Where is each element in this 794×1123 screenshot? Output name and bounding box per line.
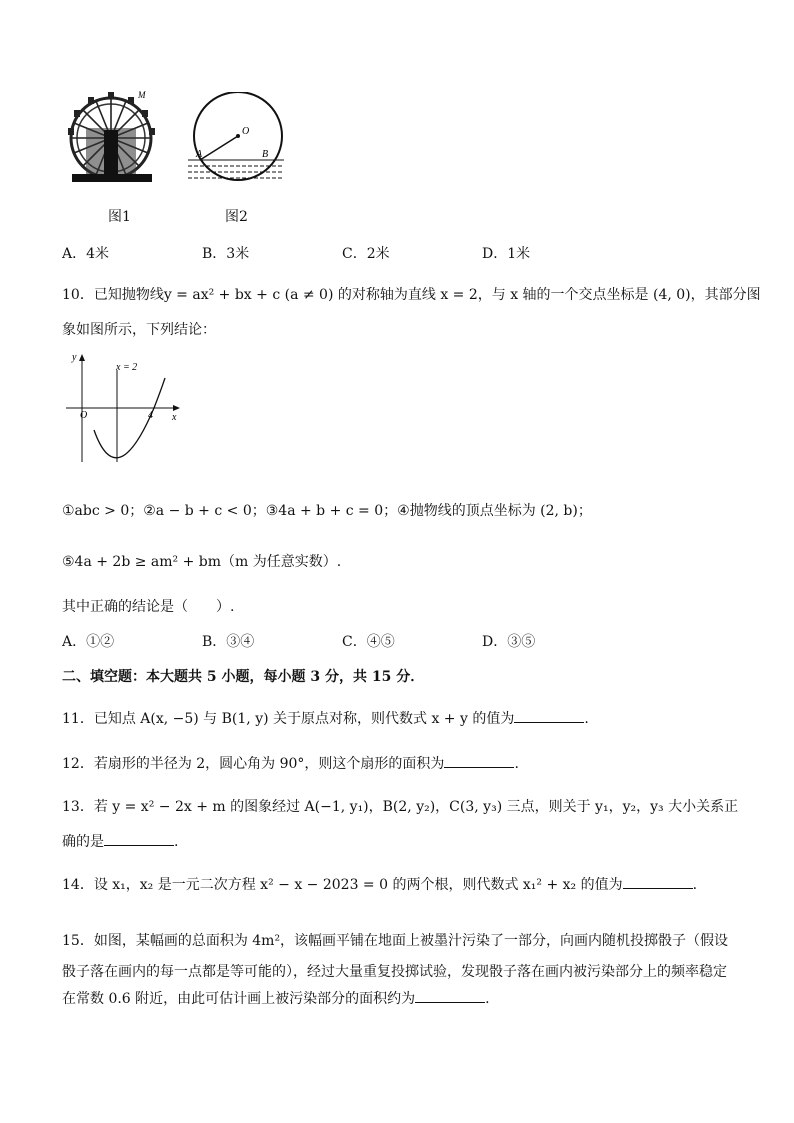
q10-line2: 象如图所示，下列结论： — [62, 322, 216, 338]
q14-answer-blank[interactable] — [623, 874, 693, 889]
figure-1-caption: 图1 — [108, 209, 131, 225]
q15-line1: 15．如图，某幅画的总面积为 4m²，该幅画平铺在地面上被墨汁污染了一部分，向画内随机投掷骰子（假设 — [62, 933, 729, 949]
q15-row3 — [62, 988, 490, 1008]
q10-statements-1: ①abc > 0；②a − b + c < 0；③4a + b + c = 0；④抛物线的顶点坐标为 (2, b)； — [62, 503, 592, 519]
q12-text: 12．若扇形的半径为 2，圆心角为 90°，则这个扇形的面积为 — [62, 756, 445, 772]
graph-y-label: y — [72, 352, 77, 363]
graph-four-label: 4 — [148, 410, 153, 421]
q11-end: . — [584, 711, 589, 727]
parabola-svg — [64, 350, 182, 465]
q10-option-c: C．④⑤ — [342, 634, 395, 650]
q14-row — [62, 874, 697, 894]
graph-origin-label: O — [80, 410, 88, 421]
q9-option-a: A．4米 — [62, 246, 110, 262]
circle-water-drawing — [186, 92, 286, 188]
q13-row2 — [62, 831, 178, 851]
q12-row — [62, 753, 519, 773]
q9-option-b: B．3米 — [202, 246, 250, 262]
figure-2-circle — [186, 92, 286, 188]
fig1-label-m: M — [138, 90, 146, 100]
q15-line2: 骰子落在画内的每一点都是等可能的），经过大量重复投掷试验，发现骰子落在画内被污染部分上的频率稳定 — [62, 964, 727, 980]
q10-statements-2: ⑤4a + 2b ≥ am² + bm（m 为任意实数）. — [62, 554, 342, 570]
q9-option-d: D．1米 — [482, 246, 531, 262]
graph-x-label: x — [172, 412, 177, 423]
q14-text: 14．设 x₁，x₂ 是一元二次方程 x² − x − 2023 = 0 的两个根，则代数式 x₁² + x₂ 的值为 — [62, 877, 623, 893]
q11-text: 11．已知点 A(x, −5) 与 B(1, y) 关于原点对称，则代数式 x + y 的值为 — [62, 711, 515, 727]
fig2-label-o: O — [242, 126, 250, 137]
fig2-label-a: A — [196, 149, 203, 160]
q11-row — [62, 708, 589, 728]
q10-parabola-graph — [64, 350, 182, 465]
q13-line1: 13．若 y = x² − 2x + m 的图象经过 A(−1, y₁)，B(2, y₂)，C(3, y₃) 三点，则关于 y₁，y₂，y₃ 大小关系正 — [62, 799, 739, 815]
q10-option-b: B．③④ — [202, 634, 255, 650]
q14-end: . — [692, 877, 698, 893]
q13-end: . — [174, 834, 179, 850]
q13-answer-blank[interactable] — [104, 831, 174, 846]
q11-answer-blank[interactable] — [514, 708, 584, 723]
fig2-label-b: B — [262, 149, 269, 160]
graph-axis-label: x = 2 — [116, 362, 138, 373]
q15-end: . — [485, 991, 490, 1007]
waterwheel-drawing — [66, 88, 158, 188]
q10-ask: 其中正确的结论是（ ）. — [62, 599, 235, 615]
q10-option-a: A．①② — [62, 634, 115, 650]
section-2-title: 二、填空题：本大题共 5 小题，每小题 3 分，共 15 分． — [62, 669, 425, 685]
q15-answer-blank[interactable] — [415, 988, 485, 1003]
q10-option-d: D．③⑤ — [482, 634, 536, 650]
q10-line1: 10．已知抛物线y = ax² + bx + c (a ≠ 0) 的对称轴为直线 x = 2，与 x 轴的一个交点坐标是 (4, 0)，其部分图 — [62, 287, 761, 303]
q12-end: . — [514, 756, 519, 772]
figure-2-caption: 图2 — [225, 209, 248, 225]
q12-answer-blank[interactable] — [444, 753, 514, 768]
figure-1-waterwheel — [66, 88, 158, 188]
q13-line2: 确的是 — [62, 834, 104, 850]
q15-line3: 在常数 0.6 附近，由此可估计画上被污染部分的面积约为 — [62, 991, 416, 1007]
q9-option-c: C．2米 — [342, 246, 390, 262]
